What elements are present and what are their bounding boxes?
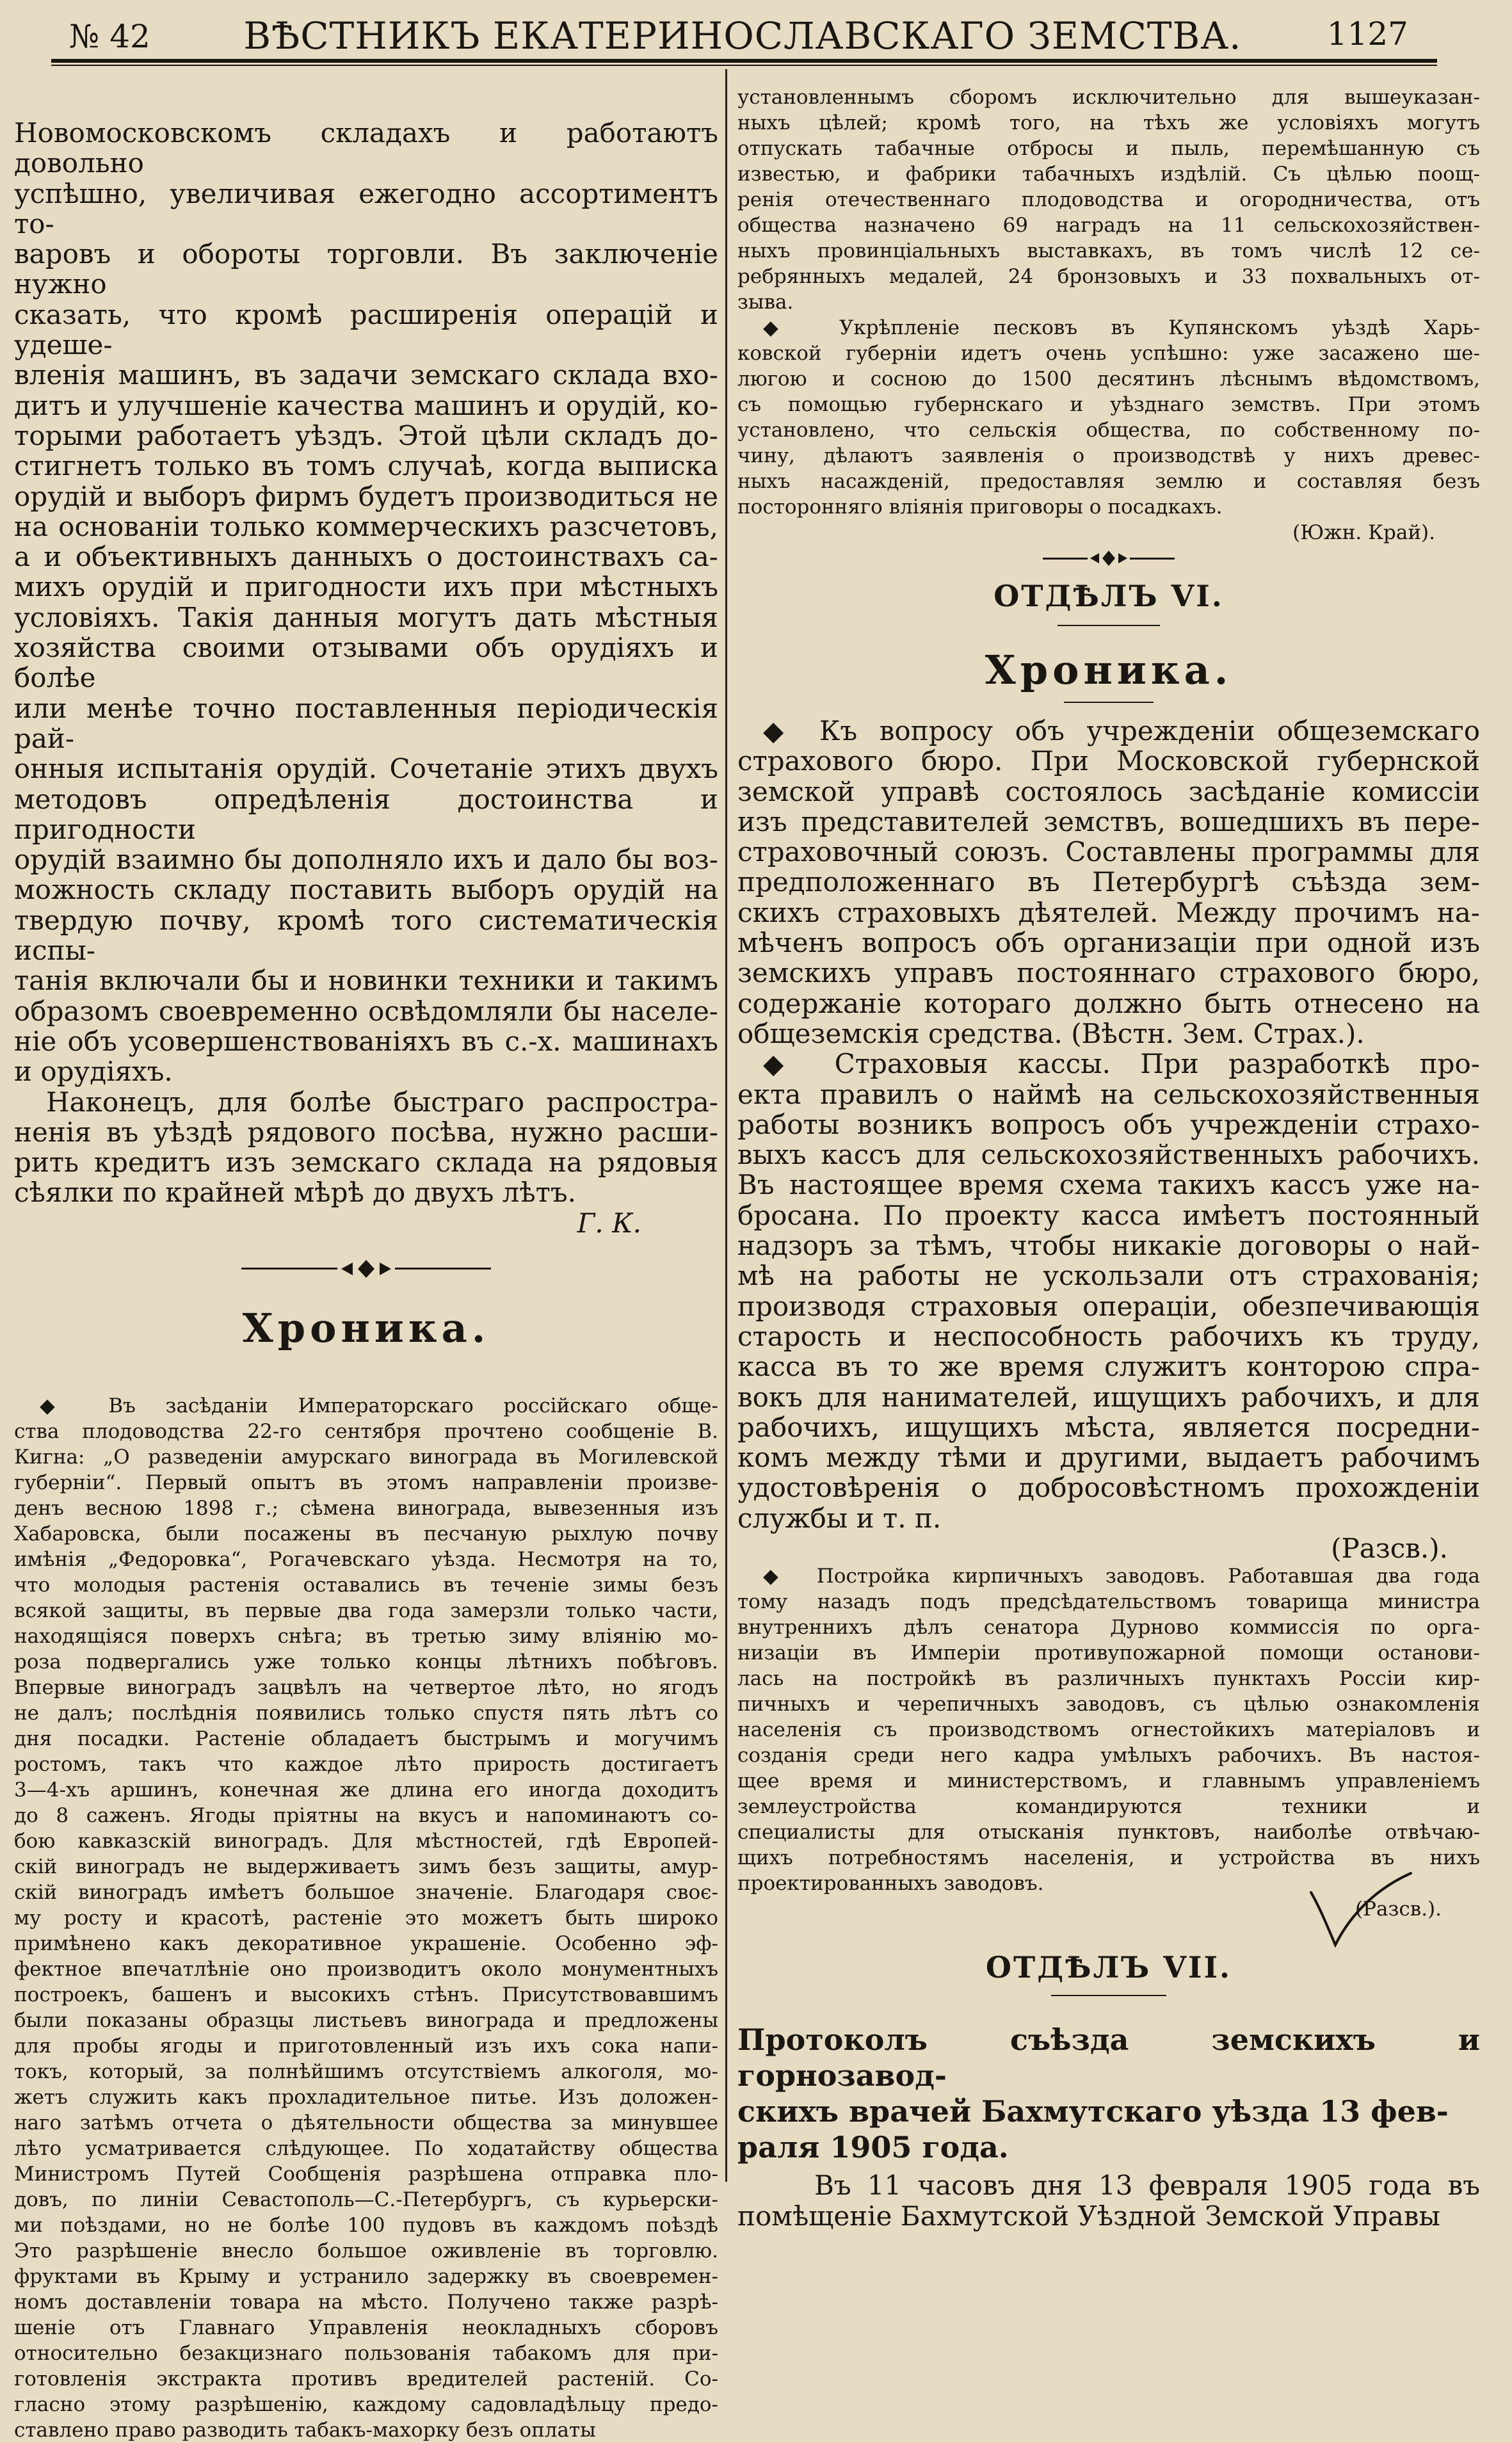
text-line: гласно этому разрѣшенію, каждому садовладѣльцу предо-	[14, 2392, 718, 2416]
text-line: успѣшно, увеличивая ежегодно ассортиментъ то-	[14, 177, 718, 239]
text-line: были показаны образцы листьевъ винограда и предложены	[14, 2008, 718, 2032]
text-line: образомъ своевременно освѣдомляли бы населе-	[14, 995, 718, 1027]
handwritten-check-mark	[1306, 1869, 1415, 1953]
text-line: дитъ и улучшеніе качества машинъ и орудій, ко-	[14, 389, 718, 421]
text-line: шеніе отъ Главнаго Управленія неокладныхъ сборовъ	[14, 2316, 718, 2339]
text-line: примѣнено какъ декоративное украшеніе. Особенно эф-	[14, 1931, 718, 1955]
text-line: скихъ страховыхъ дѣятелей. Между прочимъ на-	[737, 896, 1480, 928]
insurance-funds-text	[737, 1049, 1480, 1533]
text-line: удостовѣренія о добросовѣстномъ прохожденіи	[737, 1472, 1480, 1504]
text-line: готовленія экстракта противъ вредителей растеній. Со-	[14, 2367, 718, 2391]
text-line: надзоръ за тѣмъ, чтобы никакіе договоры о най-	[737, 1230, 1480, 1262]
text-line: денъ весною 1898 г.; сѣмена винограда, вывезенныя изъ	[14, 1496, 718, 1520]
text-line: условіяхъ. Такія данныя могутъ дать мѣстныя	[14, 601, 718, 633]
protocol-title-line: раля 1905 года.	[737, 2130, 1009, 2165]
journal-title: ВѢСТНИКЪ ЕКАТЕРИНОСЛАВСКАГО ЗЕМСТВА.	[243, 14, 1242, 58]
text-line: лѣто усматривается слѣдующее. По ходатайству общества	[14, 2136, 718, 2160]
text-line: орудій и выборъ фирмъ будетъ производиться не	[14, 480, 718, 512]
text-line: щихъ потребностямъ населенія, и устройства въ нихъ	[737, 1846, 1480, 1870]
text-line: вленія машинъ, въ задачи земскаго склада вхо-	[14, 359, 718, 391]
text-line: земской управѣ состоялось засѣданіе комиссіи	[737, 775, 1480, 807]
text-line: производя страховыя операціи, обезпечивающія	[737, 1290, 1480, 1322]
text-line: щее время и министерствомъ, и главнымъ управленіемъ	[737, 1770, 1480, 1793]
text-line: на основаніи только коммерческихъ разсчетовъ,	[14, 510, 718, 542]
text-line: установленнымъ сборомъ исключительно для вышеуказан-	[737, 86, 1480, 109]
text-line	[737, 716, 1480, 746]
section-rule-vii	[1051, 1995, 1166, 1996]
text-line: зыва.	[737, 291, 794, 314]
text-line: 3—4-хъ аршинъ, конечная же длина его иногда доходитъ	[14, 1778, 718, 1802]
text-line: Впервые виноградъ зацвѣлъ на четвертое лѣто, но ягодъ	[14, 1675, 718, 1699]
issue-number: № 42	[69, 18, 150, 55]
insurance-bureau-text	[737, 716, 1480, 1049]
text-line	[737, 1049, 1480, 1079]
text-line: ныхъ провинціальныхъ выставкахъ, въ томъ числѣ 12 се-	[737, 239, 1480, 262]
text-line: а и объективныхъ данныхъ о достоинствахъ са-	[14, 541, 718, 573]
article-signature: Г. К.	[577, 1207, 641, 1239]
text-line: посторонняго вліянія приговоры о посадкахъ.	[737, 496, 1223, 519]
text-line: Кигна: „О разведеніи амурскаго винограда въ Могилевской	[14, 1445, 718, 1469]
text-line: ренія отечественнаго плодоводства и огородничества, отъ	[737, 188, 1480, 211]
text-line: чину, дѣлаютъ заявленія о производствѣ у нихъ древес-	[737, 444, 1480, 467]
text-line-content: Въ засѣданіи Императорскаго россійскаго обще-	[108, 1394, 718, 1417]
text-line: находящіяся поверхъ снѣга; въ третью зиму вліянію мо-	[14, 1624, 718, 1648]
bullet-icon: ◆	[763, 715, 820, 746]
text-line: известью, и фабрики табачныхъ издѣлій. Съ цѣлью поощ-	[737, 163, 1480, 186]
text-line: наго затѣмъ отчета о дѣятельности общества за минувшее	[14, 2111, 718, 2134]
text-line: онныя испытанія орудій. Сочетаніе этихъ двухъ	[14, 753, 718, 785]
text-line: скій виноградъ имѣетъ большое значеніе. Благодаря своє-	[14, 1880, 718, 1904]
ornament-divider	[14, 1255, 718, 1283]
text-line: или менѣе точно поставленныя періодическія рай-	[14, 692, 718, 754]
text-line: му росту и красотѣ, растеніе это можетъ быть широко	[14, 1906, 718, 1930]
text-line: установлено, что сельскія общества, по собственному по-	[737, 419, 1480, 442]
text-line: внутреннихъ дѣлъ сенатора Дурново коммиссія по орга-	[737, 1616, 1480, 1640]
left-column	[14, 118, 718, 2443]
text-line: бою кавказскій виноградъ. Для мѣстностей, гдѣ Европей-	[14, 1829, 718, 1853]
text-line: изъ представителей земствъ, вошедшихъ въ пере-	[737, 805, 1480, 837]
continued-text	[737, 85, 1480, 315]
column-divider	[725, 69, 727, 2182]
text-line: до 8 саженъ. Ягоды пріятны на вкусъ и напоминаютъ со-	[14, 1803, 718, 1827]
bullet-icon: ◆	[763, 316, 840, 339]
text-line: Министромъ Путей Сообщенія разрѣшена отправка пло-	[14, 2162, 718, 2186]
text-line: ми поѣздами, но не болѣе 100 пудовъ въ каждомъ поѣздѣ	[14, 2213, 718, 2237]
text-line: стигнетъ только въ томъ случаѣ, когда выписка	[14, 450, 718, 482]
article-end-text	[14, 118, 718, 1087]
text-line: скій виноградъ не выдерживаетъ зимъ безъ защиты, амур-	[14, 1855, 718, 1878]
text-line: вокъ для нанимателей, ищущихъ рабочихъ, и для	[737, 1381, 1480, 1413]
bullet-icon: ◆	[763, 1048, 835, 1080]
text-line: ніе объ усовершенствованіяхъ въ с.-х. машинахъ	[14, 1025, 718, 1057]
text-line: торыми работаетъ уѣздъ. Этой цѣли складъ до-	[14, 419, 718, 451]
text-line	[737, 315, 1480, 341]
text-line: ростомъ, такъ что каждое лѣто прирость достигаетъ	[14, 1752, 718, 1776]
text-line: предположеннаго въ Петербургѣ съѣзда зем-	[737, 866, 1480, 898]
text-line-content: Постройка кирпичныхъ заводовъ. Работавшая два года	[816, 1565, 1481, 1588]
text-line: твердую почву, кромѣ того систематическія испы-	[14, 904, 718, 967]
text-line: специалисты для отысканія пунктовъ, наиболѣе отвѣчаю-	[737, 1821, 1480, 1844]
text-line: рить кредитъ изъ земскаго склада на рядовыя	[14, 1147, 718, 1179]
running-header	[51, 12, 1434, 63]
text-line: ныхъ насажденій, предоставляя землю и составляя безъ	[737, 470, 1480, 493]
text-line: жетъ служить какъ прохладительное питье. Изъ доложен-	[14, 2085, 718, 2109]
text-line-content: Страховыя кассы. При разработкѣ про-	[834, 1048, 1480, 1080]
text-line: отпускать табачные отбросы и пыль, перемѣшанную съ	[737, 137, 1480, 160]
text-line: ковской губерніи идетъ очень успѣшно: уже засажено ше-	[737, 342, 1480, 365]
text-line: ства плодоводства 22-го сентября прочтено сообщеніе В.	[14, 1419, 718, 1443]
text-line: токъ, который, за полнѣйшимъ отсутствіемъ алкоголя, мо-	[14, 2060, 718, 2083]
text-line: помѣщеніе Бахмутской Уѣздной Земской Управы	[737, 2200, 1440, 2232]
text-line: съ помощью губернскаго и уѣзднаго земствъ. При этомъ	[737, 393, 1480, 416]
source-razsv-1: (Разсв.).	[1331, 1533, 1448, 1565]
text-line: для пробы ягоды и приготовленный изъ ихъ сока напи-	[14, 2034, 718, 2058]
text-line: страхового бюро. При Московской губернской	[737, 745, 1480, 777]
text-line	[14, 1393, 718, 1419]
text-line: относительно безакцизнаго пользованія табакомъ для при-	[14, 2341, 718, 2365]
text-line: мѣченъ вопросъ объ организаціи при одной изъ	[737, 927, 1480, 959]
text-line: Наконецъ, для болѣе быстраго распростра-	[46, 1086, 718, 1118]
text-line: роза подвергались уже только концы лѣтнихъ побѣговъ.	[14, 1650, 718, 1673]
text-line: дня посадки. Растеніе обладаетъ быстрымъ и могучимъ	[14, 1727, 718, 1750]
header-rule	[51, 59, 1437, 63]
text-line: созданія среди него кадра умѣлыхъ рабочихъ. Въ настоя-	[737, 1744, 1480, 1768]
text-line: касса въ то же время служитъ конторою спра-	[737, 1351, 1480, 1383]
text-line: проектированныхъ заводовъ.	[737, 1872, 1044, 1896]
text-line: лась на постройкѣ въ различныхъ пунктахъ Россіи кир-	[737, 1667, 1480, 1691]
chronicle-heading-left: Хроника.	[242, 1304, 490, 1351]
text-line: мѣ на работы не ускользали отъ страхованія;	[737, 1260, 1480, 1292]
chronicle-heading-right: Хроника.	[985, 647, 1233, 693]
text-line: фруктами въ Крыму и устранило задержку въ своевремен-	[14, 2264, 718, 2288]
text-line: орудій взаимно бы дополняло ихъ и дало бы воз-	[14, 844, 718, 876]
text-line: и орудіяхъ.	[14, 1056, 173, 1088]
text-line: что молодыя растенія оставались въ теченіе зимы безъ	[14, 1573, 718, 1597]
bullet-icon: ◆	[40, 1394, 109, 1417]
text-line: тому назадъ подъ предсѣдательствомъ товарища министра	[737, 1590, 1480, 1614]
text-line: рабочихъ, ищущихъ мѣста, является посредни-	[737, 1411, 1480, 1443]
protocol-title-line: скихъ врачей Бахмутскаго уѣзда 13 фев-	[737, 2094, 1449, 2129]
text-line: губерніи“. Первый опытъ въ этомъ направленіи произве-	[14, 1471, 718, 1494]
diamond-ornament-icon	[337, 1257, 395, 1280]
text-line: имѣнія „Федоровка“, Рогачевскаго уѣзда. Несмотря на то,	[14, 1547, 718, 1571]
text-line: сѣялки по крайней мѣрѣ до двухъ лѣтъ.	[14, 1177, 576, 1209]
text-line: всякой защиты, въ первые два года замерзли только части,	[14, 1599, 718, 1622]
text-line: Хабаровска, были посажены въ песчаную рыхлую почву	[14, 1522, 718, 1545]
page-number: 1127	[1326, 15, 1408, 52]
text-line: сказать, что кромѣ расширенія операцій и удеше-	[14, 298, 718, 361]
text-line: ребрянныхъ медалей, 24 бронзовыхъ и 33 похвальныхъ от-	[737, 265, 1480, 288]
text-line: люгою и сосною до 1500 десятинъ лѣснымъ вѣдомствомъ,	[737, 367, 1480, 391]
text-line: работы возникъ вопросъ объ учрежденіи страхо-	[737, 1108, 1480, 1140]
section-vi-heading: ОТДѢЛЪ VI.	[993, 579, 1224, 613]
protocol-opening-text	[737, 2170, 1480, 2231]
text-line: страховочный союзъ. Составлены программы для	[737, 836, 1480, 868]
text-line: общеземскія средства. (Вѣстн. Зем. Страх.).	[737, 1017, 1365, 1049]
text-line: населенія съ производствомъ огнестойкихъ матеріаловъ и	[737, 1718, 1480, 1742]
text-line: Въ 11 часовъ дня 13 февраля 1905 года въ	[814, 2170, 1480, 2202]
text-line: выхъ кассъ для сельскохозяйственныхъ рабочихъ.	[737, 1139, 1480, 1171]
text-line: ныхъ цѣлей; кромѣ того, на тѣхъ же условіяхъ могутъ	[737, 111, 1480, 134]
source-yuzhn-krai: (Южн. Край).	[1292, 521, 1435, 544]
text-line: землеустройства командируются техники и	[737, 1795, 1480, 1819]
text-line: Новомосковскомъ складахъ и работаютъ довольно	[14, 117, 718, 179]
text-line: ставлено право разводить табакъ-махорку безъ оплаты	[14, 2418, 596, 2442]
text-line: Въ настоящее время схема такихъ кассъ уже на-	[737, 1169, 1480, 1201]
text-line: Это разрѣшеніе внесло большое оживленіе въ торговлю.	[14, 2239, 718, 2262]
text-line-content: Къ вопросу объ учрежденіи общеземскаго	[819, 715, 1480, 746]
diamond-ornament-icon	[1088, 549, 1130, 567]
section-rule	[1058, 625, 1160, 626]
text-line: не далъ; послѣднія появились только спустя пять лѣтъ со	[14, 1701, 718, 1725]
header-rule-thin	[51, 65, 1437, 66]
chronicle-rule	[1064, 702, 1154, 703]
text-line: методовъ опредѣленія достоинства и пригодности	[14, 783, 718, 845]
protocol-title	[737, 2022, 1480, 2165]
text-line: пичныхъ и черепичныхъ заводовъ, съ цѣлью ознакомленія	[737, 1693, 1480, 1716]
article-conclusion-text	[14, 1087, 718, 1208]
protocol-title-line: Протоколъ съѣзда земскихъ и горнозавод-	[737, 2022, 1480, 2093]
text-line: фектное впечатлѣніе оно производитъ около монументныхъ	[14, 1957, 718, 1981]
text-line: екта правилъ о наймѣ на сельскохозяйственныя	[737, 1078, 1480, 1110]
brick-factories-text	[737, 1563, 1480, 1896]
section-vii-heading: ОТДѢЛЪ VII.	[985, 1950, 1232, 1985]
text-line	[737, 1563, 1480, 1589]
text-line: земскихъ управъ постояннаго страхового бюро,	[737, 957, 1480, 989]
sand-strengthening-text	[737, 315, 1480, 520]
text-line: общества назначено 69 наградъ на 11 сельскохозяйствен-	[737, 214, 1480, 237]
text-line: михъ орудій и пригодности ихъ при мѣстныхъ	[14, 571, 718, 603]
chronicle-text-left	[14, 1393, 718, 2443]
text-line: довъ, по линіи Севастополь—С.-Петербургъ, съ курьерски-	[14, 2188, 718, 2211]
text-line: ненія въ уѣздѣ рядового посѣва, нужно расши-	[14, 1116, 718, 1148]
ornament-divider-right	[737, 548, 1480, 568]
text-line: можность складу поставить выборъ орудій на	[14, 874, 718, 906]
text-line: комъ между тѣми и другими, выдаетъ рабочимъ	[737, 1442, 1480, 1474]
text-line: хозяйства своими отзывами объ орудіяхъ и болѣе	[14, 632, 718, 694]
bullet-icon: ◆	[763, 1565, 817, 1588]
text-line: старость и неспособность рабочихъ къ труду,	[737, 1320, 1480, 1352]
text-line: низаціи въ Имперіи противупожарной помощи останови-	[737, 1641, 1480, 1665]
text-line: содержаніе котораго должно быть отнесено на	[737, 987, 1480, 1019]
text-line: номъ доставленіи товара на мѣсто. Получено также разрѣ-	[14, 2290, 718, 2314]
text-line: танія включали бы и новинки техники и такимъ	[14, 965, 718, 997]
source-razsv-2: (Разсв.).	[1355, 1898, 1442, 1921]
text-line: построекъ, башенъ и высокихъ стѣнъ. Присутствовавшимъ	[14, 1983, 718, 2006]
text-line: бросана. По проекту касса имѣетъ постоянный	[737, 1199, 1480, 1231]
text-line: службы и т. п.	[737, 1502, 942, 1534]
text-line: варовъ и обороты торговли. Въ заключеніе нужно	[14, 238, 718, 300]
text-line-content: Укрѣпленіе песковъ въ Купянскомъ уѣздѣ Харь-	[839, 316, 1480, 339]
